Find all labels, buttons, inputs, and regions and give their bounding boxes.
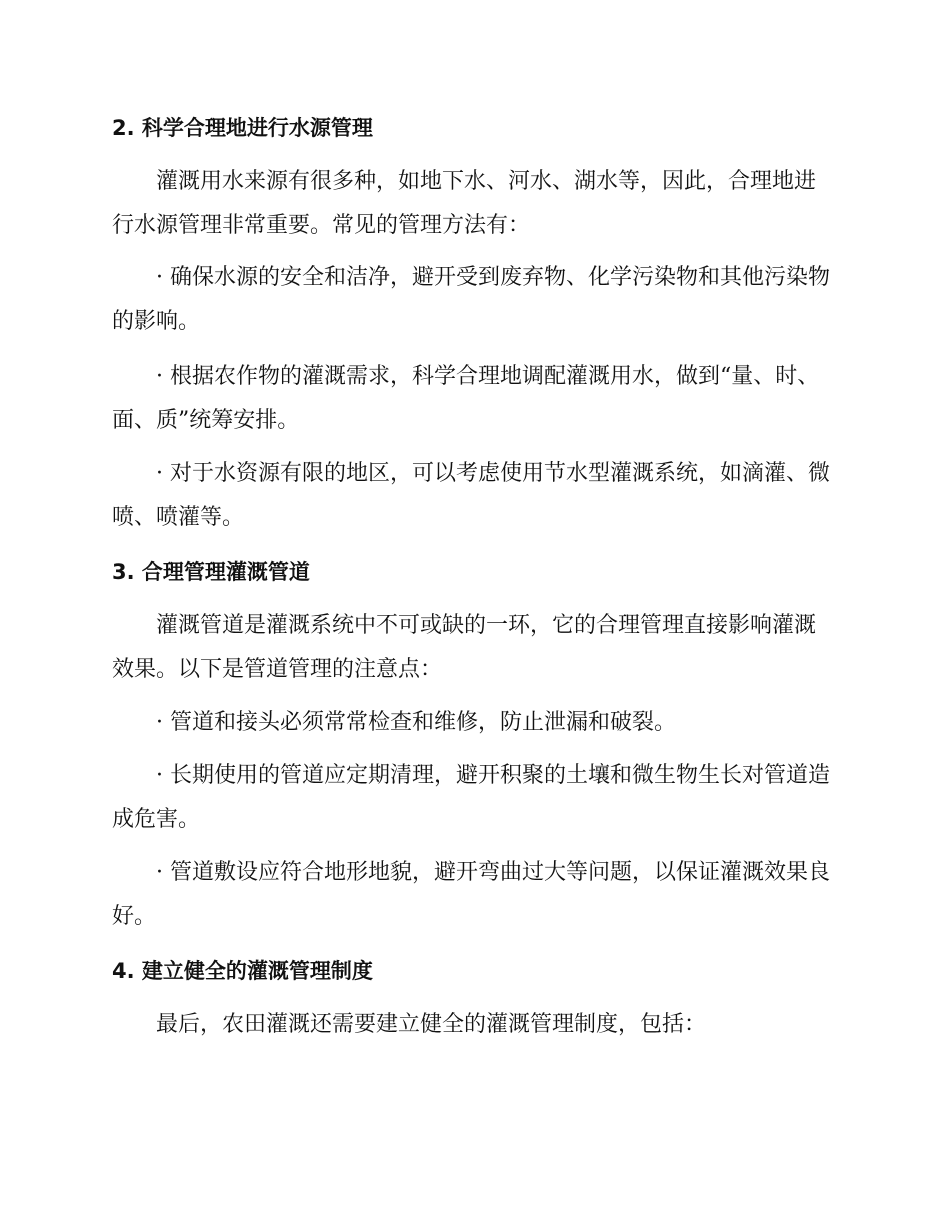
section-heading: 4. 建立健全的灌溉管理制度 [112,959,373,983]
list-item: · 管道敷设应符合地形地貌，避开弯曲过大等问题，以保证灌溉效果良好。 [112,860,830,929]
list-item: · 管道和接头必须常常检查和维修，防止泄漏和破裂。 [156,710,676,735]
section-heading: 3. 合理管理灌溉管道 [112,560,310,584]
list-item: · 根据农作物的灌溉需求，科学合理地调配灌溉用水，做到“量、时、面、质”统筹安排。 [112,364,820,433]
section-intro: 灌溉管道是灌溉系统中不可或缺的一环，它的合理管理直接影响灌溉效果。以下是管道管理的注意点： [112,613,817,682]
section-heading: 2. 科学合理地进行水源管理 [112,116,373,140]
list-item: · 对于水资源有限的地区，可以考虑使用节水型灌溉系统，如滴灌、微喷、喷灌等。 [112,461,830,530]
section-intro: 灌溉用水来源有很多种，如地下水、河水、湖水等，因此，合理地进行水源管理非常重要。常见的管理方法有： [112,169,817,238]
list-item: · 长期使用的管道应定期清理，避开积聚的土壤和微生物生长对管道造成危害。 [112,763,830,832]
list-item: · 确保水源的安全和洁净，避开受到废弃物、化学污染物和其他污染物的影响。 [112,265,830,334]
section-intro: 最后，农田灌溉还需要建立健全的灌溉管理制度，包括： [156,1012,707,1037]
